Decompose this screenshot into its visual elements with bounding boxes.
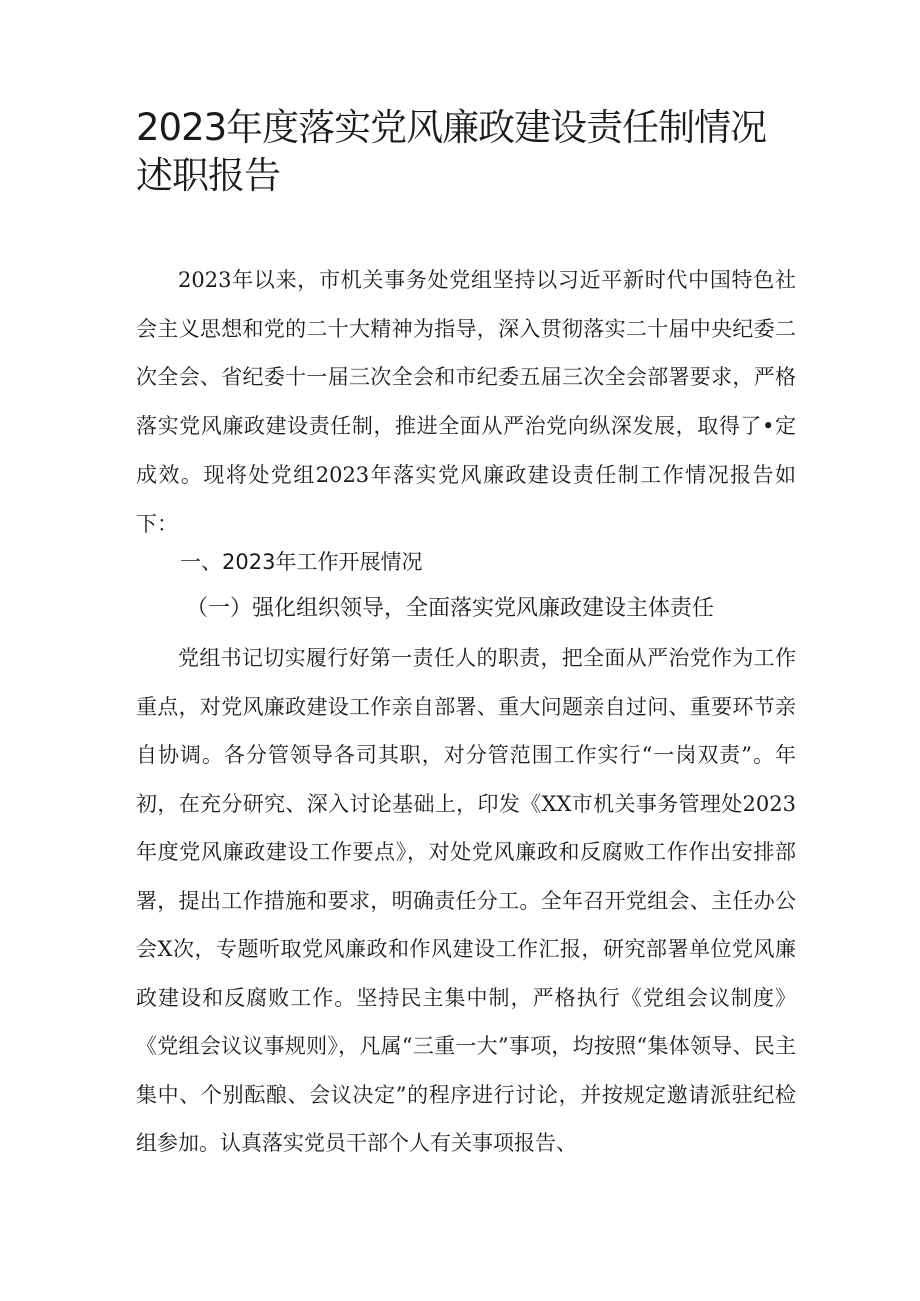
subsection-heading: （一）强化组织领导，全面落实党风廉政建设主体责任 [186, 596, 715, 621]
document-title: 2023年度落实党风廉政建设责任制情况述职报告 [136, 106, 767, 197]
section-heading: 一、2023年工作开展情况 [180, 550, 423, 574]
intro-paragraph: 2023年以来，市机关事务处党组坚持以习近平新时代中国特色社会主义思想和党的二十大精神为指导，深入贯彻落实二十届中央纪委二次全会、省纪委十一届三次全会和市纪委五届三次全会部署要求，严格落实党风廉政建设责任制，推进全面从严治党向纵深发展，取得了•定成效。现将处党组2023年落实党风廉政建设责任制工作情况报告如下： [136, 268, 796, 536]
body-paragraph: 党组书记切实履行好第一责任人的职责，把全面从严治党作为工作重点，对党风廉政建设工作亲自部署、重大问题亲自过问、重要环节亲自协调。各分管领导各司其职，对分管范围工作实行“一岗双责”。年初，在充分研究、深入讨论基础上，印发《XX市机关事务管理处2023年度党风廉政建设工作要点》，对处党风廉政和反腐败工作作出安排部署，提出工作措施和要求，明确责任分工。全年召开党组会、主任办公会X次，专题听取党风廉政和作风建设工作汇报，研究部署单位党风廉政建设和反腐败工作。坚持民主集中制，严格执行《党组会议制度》《党组会议议事规则》，凡属“三重一大”事项，均按照“集体领导、民主集中、个别酝酿、会议决定”的程序进行讨论，并按规定邀请派驻纪检组参加。认真落实党员干部个人有关事项报告、 [136, 646, 796, 1155]
